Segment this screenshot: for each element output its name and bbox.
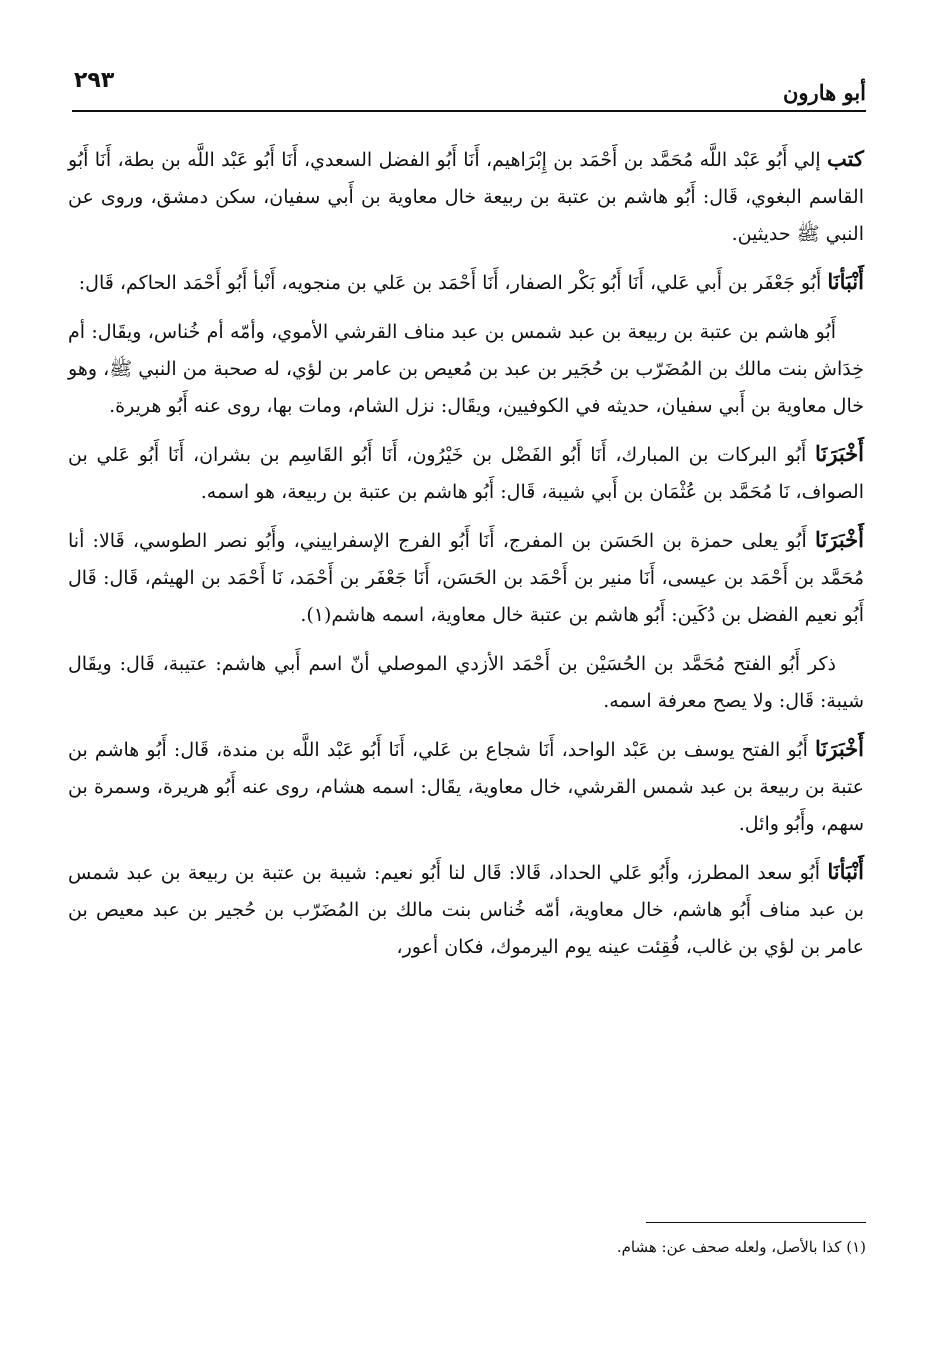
paragraph-text: إلي أَبُو عَبْد اللَّه مُحَمَّد بن أَحْمَد بن إِبْرَاهيم، أَنَا أَبُو الفضل السعدي، أَنَا أَبُو عَبْد اللَّه بن بطة، أَنَا أَبُو القاسم البغوي، قَال: أَبُو هاشم بن عتبة بن ربيعة خال معاوية بن أَبي سفيان، سكن دمشق، وروى عن النبي ﷺ حديثين.	[68, 149, 864, 245]
footnote-divider	[646, 1222, 866, 1223]
paragraph-6	[68, 644, 864, 720]
paragraph-8	[68, 853, 864, 966]
paragraph-text: أَبُو البركات بن المبارك، أَنَا أَبُو الفَضْل بن خَيْرُون، أَنَا أَبُو القَاسِم بن بشران، أَنَا أَبُو عَلي بن الصواف، نَا مُحَمَّد بن عُثْمَان بن أَبي شيبة، قَال: أَبُو هاشم بن عتبة بن ربيعة، هو اسمه.	[68, 444, 864, 503]
paragraph-2	[68, 263, 864, 302]
paragraph-5	[68, 521, 864, 634]
paragraph-lead: أَنْبَأنَا	[827, 269, 864, 294]
paragraph-lead: كتب	[827, 146, 864, 171]
page-number: ٢٩٣	[74, 68, 115, 93]
paragraph-lead: أَخْبَرَنَا	[815, 441, 864, 466]
paragraph-text: ذكر أَبُو الفتح مُحَمَّد بن الحُسَيْن بن أَحْمَد الأزدي الموصلي أنّ اسم أَبي هاشم: عتيبة، قَال: ويقَال شيبة: قَال: ولا يصح معرفة اسمه.	[68, 653, 864, 712]
footnote: (١) كذا بالأصل، ولعله صحف عن: هشام.	[616, 1238, 866, 1256]
paragraph-lead: أَخْبَرَنَا	[815, 736, 864, 761]
paragraph-lead: أَنْبَأنَا	[827, 859, 864, 884]
running-title: أبو هارون	[782, 80, 866, 105]
paragraph-text: أَبُو جَعْفَر بن أَبي عَلي، أَنَا أَبُو بَكْر الصفار، أَنَا أَحْمَد بن عَلي بن منجويه، أَنْبأ أَبُو أَحْمَد الحاكم، قَال:	[78, 272, 822, 294]
page-header	[72, 66, 866, 112]
paragraph-7	[68, 730, 864, 843]
paragraph-text: أَبُو سعد المطرز، وأَبُو عَلي الحداد، قَالا: قَال لنا أَبُو نعيم: شيبة بن عتبة بن ربيعة بن عبد شمس بن عبد مناف أَبُو هاشم، خال معاوية، أمّه خُناس بنت مالك بن المُضَرّب بن حُجير بن عبد معيص بن عامر بن لؤي بن غالب، فُقِئت عينه يوم اليرموك، فكان أعور،	[68, 862, 864, 958]
paragraph-1	[68, 140, 864, 253]
main-text	[68, 140, 864, 976]
paragraph-text: أَبُو الفتح يوسف بن عَبْد الواحد، أَنَا شجاع بن عَلي، أَنَا أَبُو عَبْد اللَّه بن مندة، قَال: أَبُو هاشم بن عتبة بن ربيعة بن عبد شمس القرشي، خال معاوية، يقَال: اسمه هشام، روى عنه أَبُو هريرة، وسمرة بن سهم، وأَبُو وائل.	[68, 739, 864, 835]
paragraph-text: أَبُو هاشم بن عتبة بن ربيعة بن عبد شمس بن عبد مناف القرشي الأموي، وأمّه أم خُناس، ويقَال: أم خِدَاش بنت مالك بن المُضَرّب بن حُجَير بن عبد بن مُعيص بن عامر بن لؤي، له صحبة من النبي ﷺ، وهو خال معاوية بن أَبي سفيان، حديثه في الكوفيين، ويقَال: نزل الشام، ومات بها، روى عنه أَبُو هريرة.	[68, 321, 864, 417]
paragraph-3	[68, 312, 864, 425]
paragraph-lead: أَخْبَرَنَا	[815, 527, 864, 552]
paragraph-4	[68, 435, 864, 511]
paragraph-text: أَبُو يعلى حمزة بن الحَسَن بن المفرج، أَنَا أَبُو الفرج الإسفراييني، وأَبُو نصر الطوسي، قَالا: أنا مُحَمَّد بن أَحْمَد بن عيسى، أَنَا منير بن أَحْمَد بن الحَسَن، أَنَا جَعْفَر بن أَحْمَد، نَا أَحْمَد بن الهيثم، قَال: قَال أَبُو نعيم الفضل بن دُكَين: أَبُو هاشم بن عتبة خال معاوية، اسمه هاشم(١).	[68, 530, 864, 626]
